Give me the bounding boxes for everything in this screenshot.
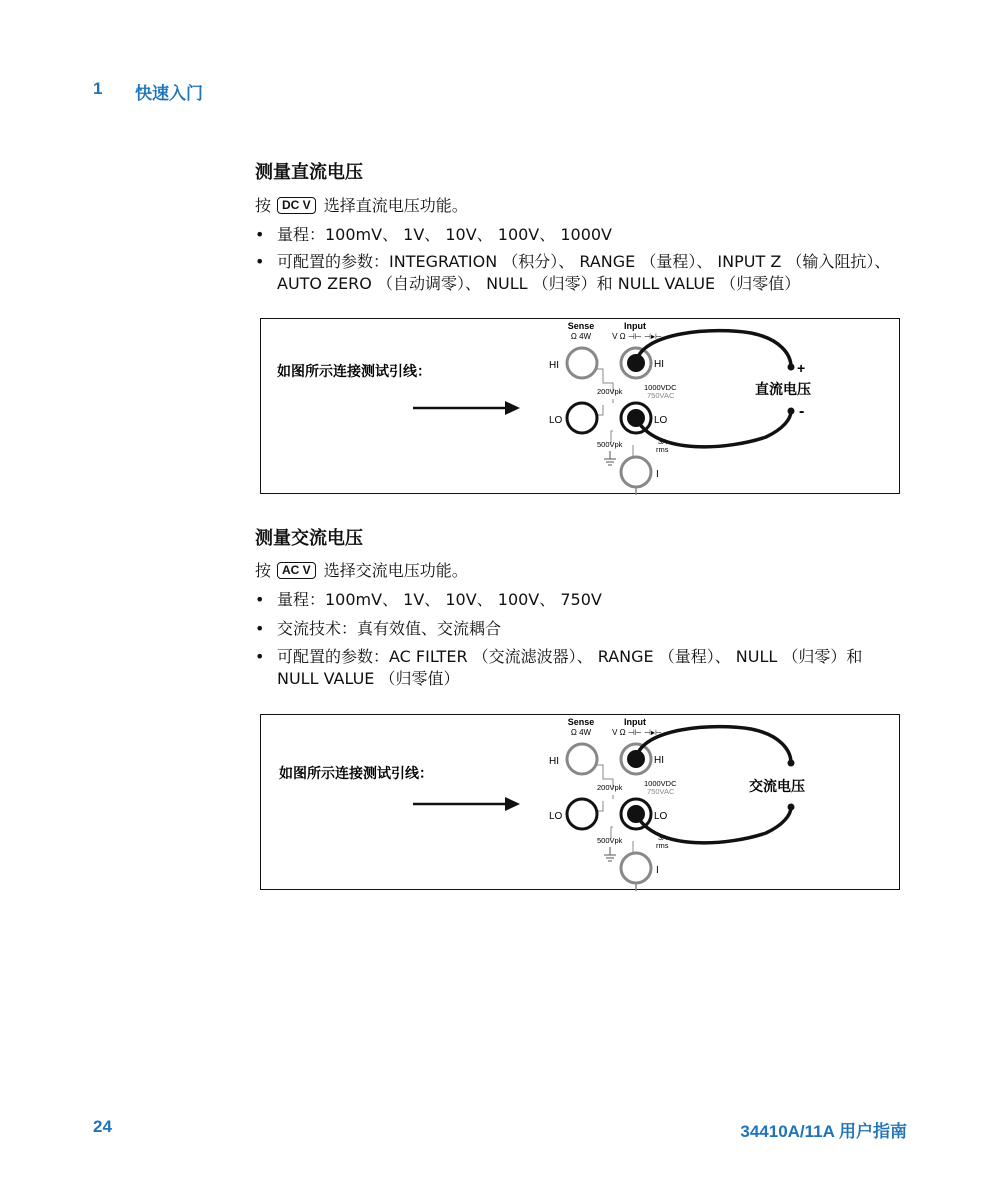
rating-500vpk: 500Vpk xyxy=(597,836,623,845)
rating-rms: rms xyxy=(656,445,669,454)
input-lo-label: LO xyxy=(654,811,668,822)
sense-lo-terminal-icon xyxy=(567,799,597,829)
ac-connection-diagram xyxy=(260,714,900,890)
sense-hi-terminal-icon xyxy=(567,744,597,774)
dc-sense-label: Sense xyxy=(567,321,595,331)
ac-bullet-technique-text: 交流技术：真有效值、交流耦合 xyxy=(277,619,502,638)
ac-lo-probe-icon xyxy=(788,804,795,811)
current-terminal-icon xyxy=(621,853,651,883)
dc-section-title: 测量直流电压 xyxy=(255,162,363,183)
ac-input-label: Input xyxy=(624,717,646,727)
ac-bullet-params-text: 可配置的参数：AC FILTER （交流滤波器）、 RANGE （量程）、 NULL （归零）和 NULL VALUE （归零值） xyxy=(277,647,863,688)
dc-input-sub: V Ω ⊣⊢ ⊣▸⊢ xyxy=(612,332,662,341)
dc-hi-probe-icon xyxy=(788,364,795,371)
input-lo-label: LO xyxy=(654,415,668,426)
dc-sense-sub: Ω 4W xyxy=(570,332,592,341)
dc-arrow-icon xyxy=(413,401,520,415)
dc-bullet-params-text: 可配置的参数：INTEGRATION （积分）、 RANGE （量程）、 INPUT Z （输入阻抗）、 AUTO ZERO （自动调零）、 NULL （归零）和 NULL VALUE （归零值） xyxy=(277,252,891,293)
rating-500vpk: 500Vpk xyxy=(597,440,623,449)
manual-title: 34410A/11A 用户指南 xyxy=(740,1122,907,1141)
rating-1000vdc: 1000VDC xyxy=(644,383,677,392)
dc-v-key: DC V xyxy=(277,197,316,214)
ac-bullet-params: • 可配置的参数：AC FILTER （交流滤波器）、 RANGE （量程）、 NULL （归零）和 NULL VALUE （归零值） xyxy=(255,646,905,690)
chapter-title: 快速入门 xyxy=(135,84,203,103)
sense-lo-label: LO xyxy=(549,415,563,426)
rating-750vac: 750VAC xyxy=(647,391,675,400)
current-terminal-icon xyxy=(621,457,651,487)
rating-3a: 3A xyxy=(658,437,668,446)
sense-hi-label: HI xyxy=(549,756,559,767)
ac-input-sub: V Ω ⊣⊢ ⊣▸⊢ xyxy=(612,728,662,737)
current-terminal-label: I xyxy=(656,469,659,480)
ac-bullet-range-text: 量程：100mV、 1V、 10V、 100V、 750V xyxy=(277,590,602,609)
ground-icon xyxy=(604,847,616,861)
dc-plus-label: + xyxy=(797,360,806,376)
rating-3a: 3A xyxy=(658,833,668,842)
dc-bullet-range-text: 量程：100mV、 1V、 10V、 100V、 1000V xyxy=(277,225,612,244)
ac-diagram-instruction: 如图所示连接测试引线： xyxy=(279,766,433,782)
sense-lo-label: LO xyxy=(549,811,563,822)
dc-diagram-instruction: 如图所示连接测试引线： xyxy=(277,364,431,380)
ac-instruction xyxy=(255,560,468,582)
rating-1000vdc: 1000VDC xyxy=(644,779,677,788)
page-number: 24 xyxy=(93,1117,112,1136)
ac-sense-sub: Ω 4W xyxy=(570,728,592,737)
rating-200vpk: 200Vpk xyxy=(597,783,623,792)
dc-instruction-suffix: 选择直流电压功能。 xyxy=(323,196,468,215)
dc-instruction-prefix: 按 xyxy=(255,196,272,215)
ac-instruction-suffix: 选择交流电压功能。 xyxy=(323,561,468,580)
chapter-number: 1 xyxy=(93,79,103,98)
rating-750vac: 750VAC xyxy=(647,787,675,796)
dc-instruction xyxy=(255,195,468,217)
dc-bullet-params: • 可配置的参数：INTEGRATION （积分）、 RANGE （量程）、 INPUT Z （输入阻抗）、 AUTO ZERO （自动调零）、 NULL （归零）和 NULL VALUE （归零值） xyxy=(255,251,905,295)
dc-connection-diagram xyxy=(260,318,900,494)
sense-lo-terminal-icon xyxy=(567,403,597,433)
sense-hi-terminal-icon xyxy=(567,348,597,378)
input-hi-label: HI xyxy=(654,359,664,370)
ac-sense-label: Sense xyxy=(567,717,595,727)
ground-icon xyxy=(604,451,616,465)
ac-section-title: 测量交流电压 xyxy=(255,528,363,549)
current-terminal-label: I xyxy=(656,865,659,876)
ac-arrow-icon xyxy=(413,797,520,811)
ac-bullet-technique: • 交流技术：真有效值、交流耦合 xyxy=(255,618,905,640)
input-hi-label: HI xyxy=(654,755,664,766)
ac-instruction-prefix: 按 xyxy=(255,561,272,580)
dc-minus-label: - xyxy=(799,403,805,420)
dc-lo-probe-icon xyxy=(788,408,795,415)
sense-hi-label: HI xyxy=(549,360,559,371)
dc-bullet-range: • 量程：100mV、 1V、 10V、 100V、 1000V xyxy=(255,224,905,246)
ac-bullet-range: • 量程：100mV、 1V、 10V、 100V、 750V xyxy=(255,589,905,611)
rating-200vpk: 200Vpk xyxy=(597,387,623,396)
dc-input-label: Input xyxy=(624,321,646,331)
rating-rms: rms xyxy=(656,841,669,850)
ac-hi-probe-icon xyxy=(788,760,795,767)
ac-source-label: 交流电压 xyxy=(749,779,805,795)
ac-v-key: AC V xyxy=(277,562,316,579)
dc-source-label: 直流电压 xyxy=(755,382,811,398)
